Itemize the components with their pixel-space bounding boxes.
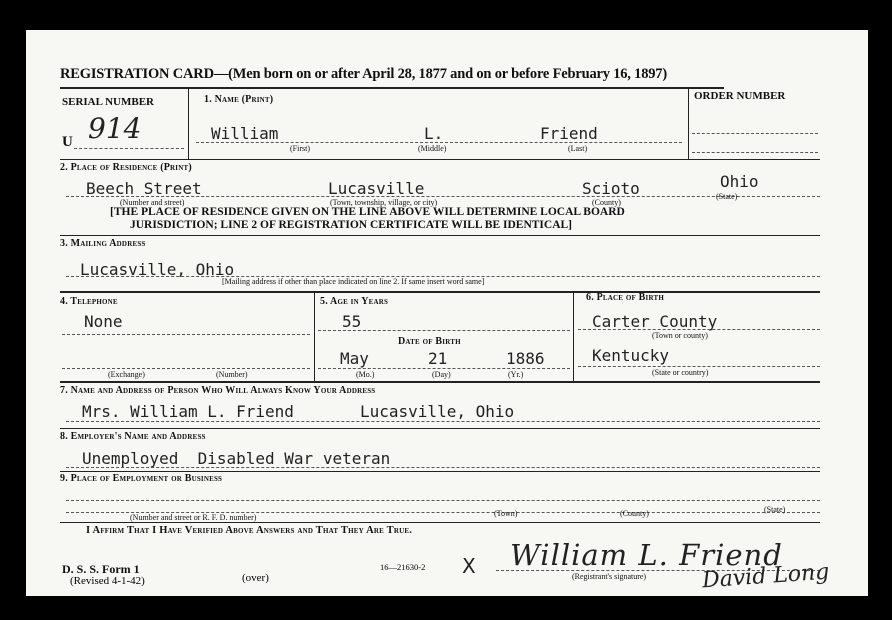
dob-day-value: 21 (428, 349, 448, 368)
order-number-label: ORDER NUMBER (694, 90, 786, 102)
employer-label: 8. Employer's Name and Address (60, 431, 206, 442)
residence-town-value: Lucasville (328, 179, 425, 198)
number-caption: (Number) (216, 370, 248, 379)
birthplace-divider (573, 291, 574, 381)
x-mark: X (462, 554, 476, 578)
jurisdiction-notice-1: [THE PLACE OF RESIDENCE GIVEN ON THE LINE ABOVE WILL DETERMINE LOCAL BOARD (110, 206, 625, 218)
birthplace-town-value: Carter County (592, 312, 718, 331)
last-caption: (Last) (568, 144, 588, 153)
telephone-divider (314, 291, 315, 381)
telephone-line-1 (62, 334, 310, 335)
employment-town-caption: (Town) (494, 509, 518, 518)
rule-after-birth (60, 381, 820, 383)
middle-caption: (Middle) (418, 144, 447, 153)
order-line-2 (692, 152, 818, 153)
state-caption: (State) (716, 192, 738, 201)
year-caption: (Yr.) (508, 370, 524, 379)
serial-prefix: U (62, 134, 73, 150)
residence-line (66, 196, 820, 197)
serial-divider (188, 87, 189, 160)
mailing-caption: [Mailing address if other than place indicated on line 2. If same insert word same] (222, 277, 485, 286)
age-line (318, 330, 570, 331)
last-name-value: Friend (540, 124, 598, 143)
name-label: 1. Name (Print) (204, 94, 274, 105)
birthplace-state-caption: (State or country) (652, 368, 709, 377)
contact-name-value: Mrs. William L. Friend (82, 402, 294, 421)
order-line-1 (692, 133, 818, 134)
street-caption: (Number and street) (120, 198, 185, 207)
middle-name-value: L. (424, 124, 444, 143)
telephone-line-2 (62, 368, 310, 369)
affirmation-text: I Affirm That I Have Verified Above Answers and That They Are True. (86, 525, 413, 536)
contact-address-value: Lucasville, Ohio (360, 402, 515, 421)
rule-after-name (60, 159, 820, 160)
residence-street-value: Beech Street (86, 179, 202, 198)
rule-after-contact (60, 428, 820, 429)
age-label: 5. Age in Years (320, 296, 389, 307)
employment-street-caption: (Number and street or R. F. D. number) (130, 513, 257, 522)
title-rule (60, 87, 724, 89)
age-value: 55 (342, 312, 362, 331)
county-caption: (County) (592, 198, 621, 207)
residence-county-value: Scioto (582, 179, 640, 198)
order-divider (688, 87, 689, 160)
first-name-value: William (211, 124, 279, 143)
dob-year-value: 1886 (506, 349, 545, 368)
rule-after-residence (60, 235, 820, 236)
birthplace-line-2 (578, 366, 820, 367)
day-caption: (Day) (432, 370, 451, 379)
signature-caption: (Registrant's signature) (572, 572, 647, 581)
employment-label: 9. Place of Employment or Business (60, 473, 223, 484)
birthplace-line-1 (578, 329, 820, 330)
name-line (196, 142, 682, 143)
dob-line (318, 368, 570, 369)
telephone-value: None (84, 312, 123, 331)
serial-line (74, 148, 184, 149)
registration-card (26, 30, 868, 596)
witness-signature: David Long (701, 559, 831, 594)
birthplace-state-value: Kentucky (592, 346, 670, 365)
form-revised: (Revised 4-1-42) (70, 575, 145, 587)
residence-label: 2. Place of Residence (Print) (60, 162, 192, 173)
mailing-label: 3. Mailing Address (60, 238, 146, 249)
residence-state-value: Ohio (720, 172, 759, 191)
form-number: D. S. S. Form 1 (62, 562, 140, 576)
over-note: (over) (242, 572, 269, 584)
card-title: REGISTRATION CARD—(Men born on or after April 28, 1877 and on or before February 16, 1897) (60, 66, 667, 82)
serial-number-value: 914 (88, 112, 142, 145)
serial-number-label: SERIAL NUMBER (62, 96, 154, 108)
contact-label: 7. Name and Address of Person Who Will Always Know Your Address (60, 385, 376, 396)
employer-value: Unemployed Disabled War veteran (82, 449, 391, 468)
birthplace-town-caption: (Town or county) (652, 331, 708, 340)
exchange-caption: (Exchange) (108, 370, 145, 379)
month-caption: (Mo.) (356, 370, 375, 379)
first-caption: (First) (290, 144, 310, 153)
telephone-label: 4. Telephone (60, 296, 118, 307)
birthplace-label: 6. Place of Birth (586, 292, 664, 303)
rule-after-mailing (60, 291, 820, 293)
contact-line (66, 421, 820, 422)
employer-line (66, 467, 820, 468)
employment-state-caption: (State) (764, 505, 786, 514)
registrant-signature: William L. Friend (510, 538, 783, 572)
mailing-value: Lucasville, Ohio (80, 260, 235, 279)
rule-after-employment (60, 522, 820, 523)
town-caption: (Town, township, village, or city) (330, 198, 438, 207)
dob-month-value: May (340, 349, 369, 368)
print-code: 16—21630-2 (380, 562, 426, 572)
jurisdiction-notice-2: JURISDICTION; LINE 2 OF REGISTRATION CERTIFICATE WILL BE IDENTICAL] (130, 219, 573, 231)
employment-county-caption: (County) (620, 509, 649, 518)
rule-after-employer (60, 471, 820, 472)
dob-label: Date of Birth (398, 336, 461, 347)
employment-line-1 (66, 500, 820, 501)
